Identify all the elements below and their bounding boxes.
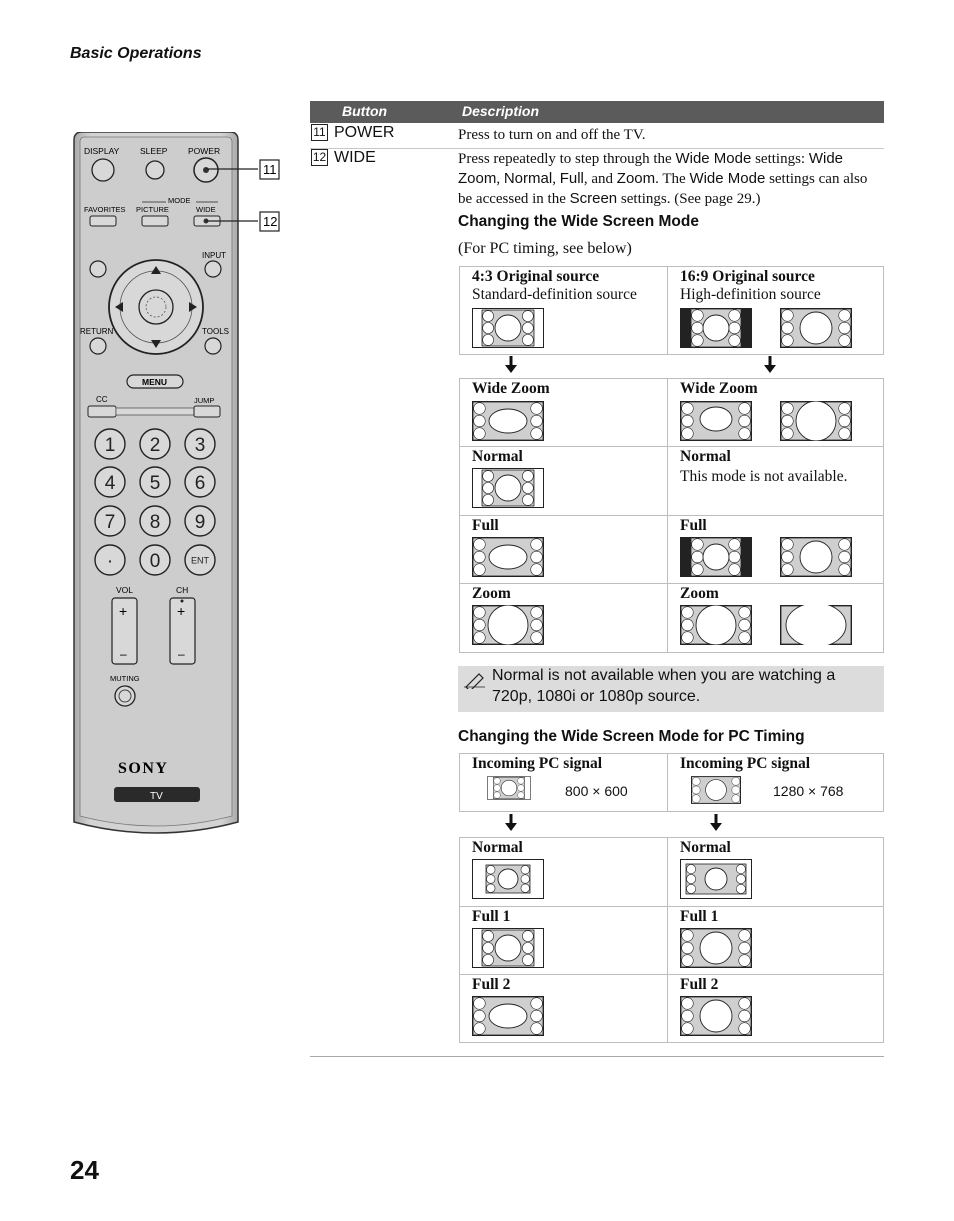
return-label: RETURN: [80, 327, 114, 336]
cell-wide-zoom-169: Wide Zoom: [668, 379, 884, 447]
cell-pc-normal-1280: Normal: [668, 838, 884, 907]
left-round-button: [90, 261, 106, 277]
digit-label: 4: [104, 473, 116, 494]
note-box: [458, 666, 884, 712]
digit-label: 7: [104, 512, 116, 533]
muting-label: MUTING: [110, 674, 140, 683]
screen-mode-diagram: [780, 308, 852, 348]
row-wide-label: 12 WIDE: [312, 149, 376, 166]
screen-mode-diagram: [472, 537, 544, 577]
screen-mode-diagram: [680, 308, 752, 348]
pencil-note-icon: [463, 671, 487, 689]
note-text-2: 720p, 1080i or 1080p source.: [492, 688, 701, 705]
dpad-center: [139, 290, 173, 324]
favorites-label: FAVORITES: [84, 205, 126, 214]
screen-mode-diagram: [680, 605, 752, 645]
screen-mode-diagram: [680, 537, 752, 577]
display-button: [92, 159, 114, 181]
digit-label: 0: [149, 551, 161, 572]
sleep-label: SLEEP: [140, 146, 168, 156]
pc-source-table: [459, 753, 884, 812]
screen-mode-diagram: [472, 401, 544, 441]
cell-pc-800: Incoming PC signal 800 × 600: [460, 754, 668, 812]
power-label: POWER: [188, 146, 221, 156]
cc-label: CC: [96, 395, 108, 404]
tv-label: TV: [150, 791, 163, 802]
note-text-1: Normal is not available when you are watching a: [492, 667, 836, 684]
pc-timing-title: Changing the Wide Screen Mode for PC Timing: [458, 728, 805, 745]
callout-lines: [200, 155, 290, 235]
screen-mode-diagram: [472, 308, 544, 348]
display-label: DISPLAY: [84, 146, 120, 156]
tools-label: TOOLS: [202, 327, 229, 336]
cc-button: [88, 406, 116, 417]
screen-mode-diagram: [472, 996, 544, 1036]
resolution-800: 800 × 600: [565, 783, 628, 799]
cell-full-169: Full: [668, 516, 884, 584]
picture-label: PICTURE: [136, 205, 169, 214]
page-number: 24: [70, 1155, 99, 1185]
screen-mode-diagram: [472, 928, 544, 968]
vol-label: VOL: [116, 585, 134, 595]
screen-mode-diagram: [680, 996, 752, 1036]
sony-logo: SONY: [118, 760, 169, 777]
ch-label: CH: [176, 585, 189, 595]
digit-label: ENT: [191, 555, 209, 566]
cell-normal-169: Normal This mode is not available.: [668, 447, 884, 516]
screen-mode-diagram: [691, 776, 741, 804]
changing-mode-title: Changing the Wide Screen Mode: [458, 213, 699, 230]
down-arrows-2: [500, 813, 800, 835]
return-button: [90, 338, 106, 354]
digit-label: 9: [194, 512, 206, 533]
row-wide-description: Press repeatedly to step through the Wide Mode settings: Wide Zoom, Normal, Full, and Zoom. The Wide Mode settings can also be accessed in the Screen settings. (See page 29.): [458, 150, 868, 207]
cell-full-43: Full: [460, 516, 668, 584]
input-label: INPUT: [202, 251, 226, 260]
table-header: [310, 101, 884, 123]
callout-11: 11: [263, 162, 277, 177]
favorites-button: [90, 216, 116, 226]
tools-button: [205, 338, 221, 354]
svg-text:+: +: [119, 603, 128, 619]
screen-mode-diagram: [680, 928, 752, 968]
screen-mode-diagram: [487, 776, 531, 800]
svg-text:+: +: [177, 603, 186, 619]
cell-normal-43: Normal: [460, 447, 668, 516]
wide-label: WIDE: [196, 205, 216, 214]
cell-pc-full2-1280: Full 2: [668, 975, 884, 1043]
wide-mode-source-table: [459, 266, 884, 355]
cell-wide-zoom-43: Wide Zoom: [460, 379, 668, 447]
cell-pc-full1-800: Full 1: [460, 907, 668, 975]
header-button: Button: [342, 103, 388, 119]
pc-timing-note: (For PC timing, see below): [458, 240, 632, 257]
row-power-description: Press to turn on and off the TV.: [458, 127, 646, 143]
input-button: [205, 261, 221, 277]
wide-mode-result-table: [459, 378, 884, 653]
mode-label: MODE: [168, 196, 191, 205]
remote-control-illustration: [72, 132, 240, 838]
screen-mode-diagram: [472, 605, 544, 645]
cell-pc-full2-800: Full 2: [460, 975, 668, 1043]
cell-pc-full1-1280: Full 1: [668, 907, 884, 975]
cell-169-source: 16:9 Original source High-definition source: [668, 267, 884, 355]
header-description: Description: [462, 103, 540, 119]
jump-button: [194, 406, 220, 417]
digit-label: ·: [106, 551, 114, 572]
sleep-button: [146, 161, 164, 179]
digit-label: 5: [149, 473, 161, 494]
screen-mode-diagram: [472, 859, 544, 899]
digit-label: 3: [194, 435, 206, 456]
cell-zoom-43: Zoom: [460, 584, 668, 653]
picture-button: [142, 216, 168, 226]
cell-pc-normal-800: Normal: [460, 838, 668, 907]
resolution-1280: 1280 × 768: [773, 783, 844, 799]
svg-text:–: –: [178, 647, 185, 661]
digit-label: 2: [149, 435, 161, 456]
cell-zoom-169: Zoom: [668, 584, 884, 653]
digit-label: 6: [194, 473, 206, 494]
muting-button: [115, 686, 135, 706]
screen-mode-diagram: [780, 605, 852, 645]
section-title: Basic Operations: [70, 45, 202, 62]
digit-label: 8: [149, 512, 161, 533]
bottom-rule: [310, 1056, 884, 1057]
pc-result-table: [459, 837, 884, 1043]
menu-label: MENU: [142, 377, 168, 387]
cell-pc-1280: Incoming PC signal 1280 × 768: [668, 754, 884, 812]
digit-label: 1: [104, 435, 116, 456]
screen-mode-diagram: [780, 401, 852, 441]
screen-mode-diagram: [680, 401, 752, 441]
callout-12: 12: [263, 214, 278, 229]
down-arrows-1: [500, 355, 800, 375]
screen-mode-diagram: [472, 468, 544, 508]
jump-label: JUMP: [194, 396, 215, 405]
cell-43-source: 4:3 Original source Standard-definition source: [460, 267, 668, 355]
svg-text:–: –: [120, 647, 127, 661]
row-power-label: 11 POWER: [311, 124, 394, 142]
screen-mode-diagram: [680, 859, 752, 899]
screen-mode-diagram: [780, 537, 852, 577]
